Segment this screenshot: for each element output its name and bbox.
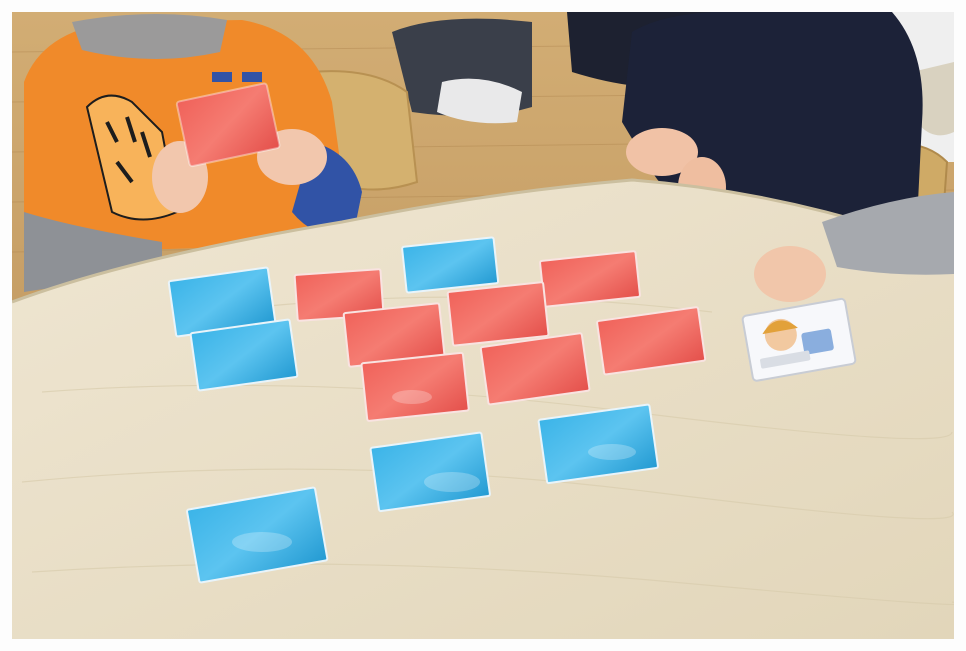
classroom-scene — [12, 12, 954, 639]
red-card — [361, 353, 469, 421]
blue-card — [190, 319, 297, 390]
red-card — [448, 282, 549, 346]
red-card — [540, 251, 640, 307]
blue-card — [402, 237, 498, 292]
